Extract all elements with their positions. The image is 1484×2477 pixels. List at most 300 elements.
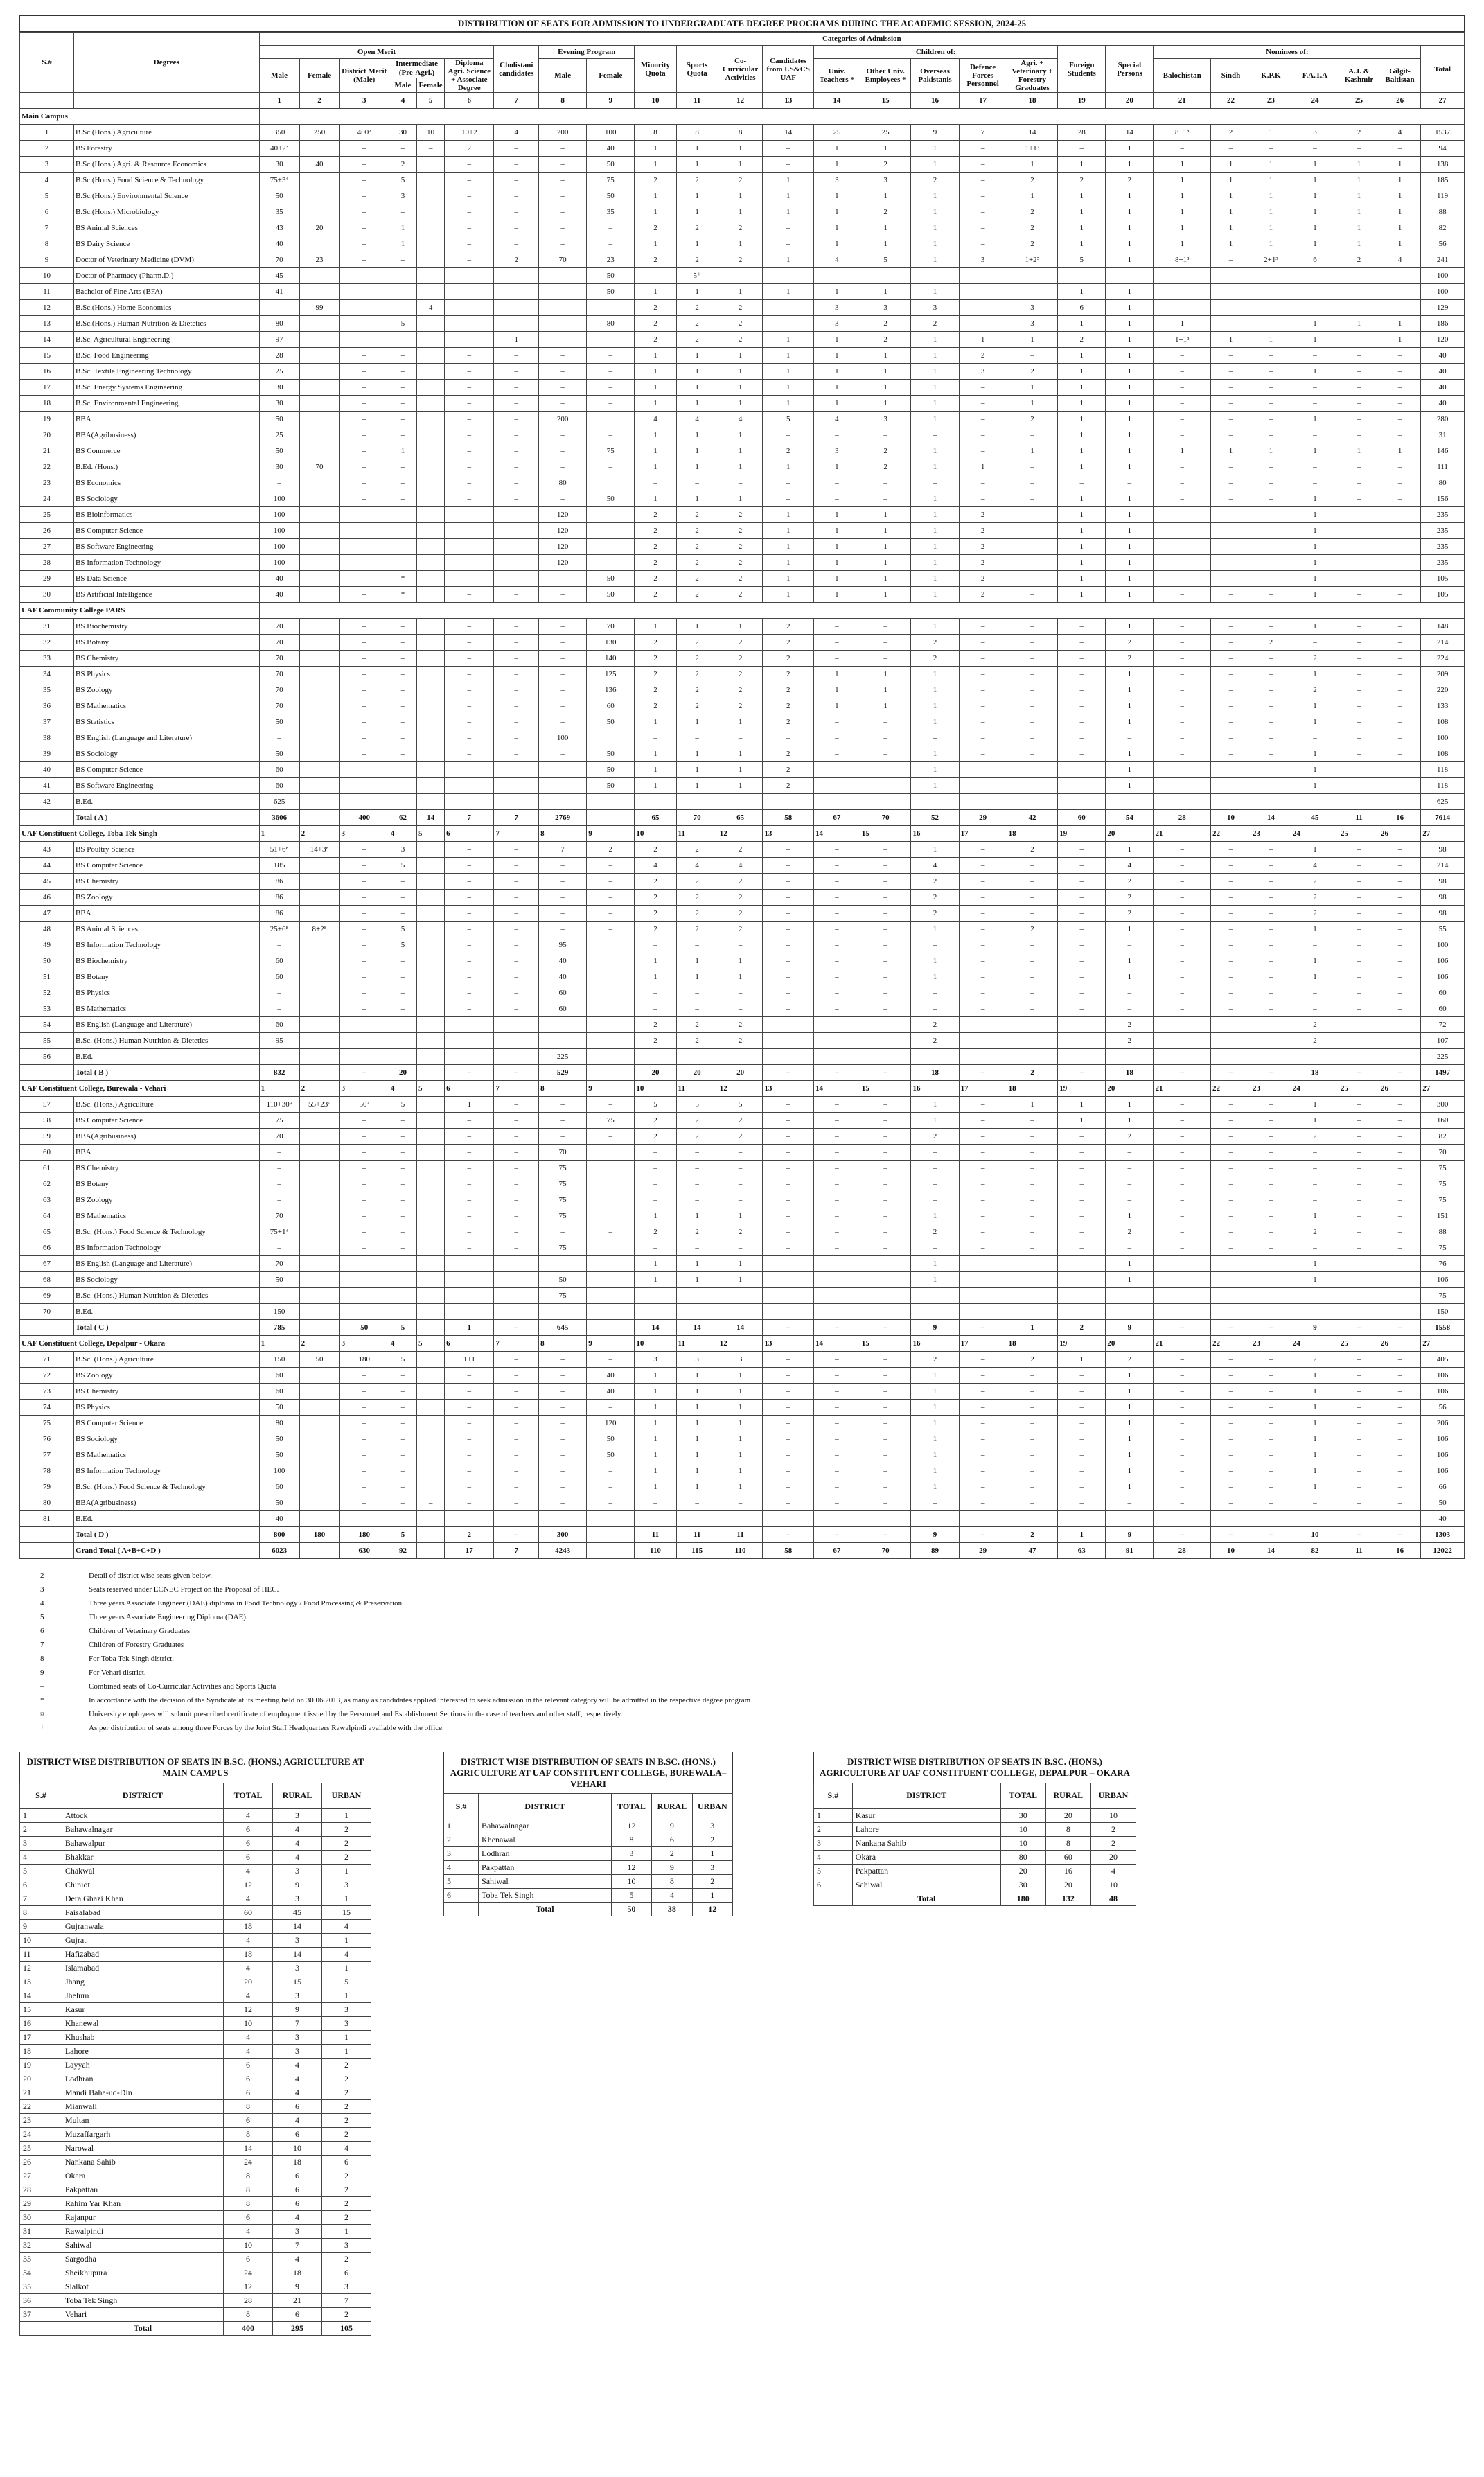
table-cell: – xyxy=(1007,427,1058,443)
table-cell: 2 xyxy=(635,555,676,571)
table-cell: 1+2⁵ xyxy=(1007,252,1058,268)
table-cell: – xyxy=(763,794,814,810)
table-cell: – xyxy=(339,316,389,332)
table-cell: 209 xyxy=(1421,667,1465,682)
table-cell: – xyxy=(763,906,814,922)
table-cell: 15 xyxy=(322,1905,371,1919)
table-cell: – xyxy=(813,1161,860,1176)
table-cell xyxy=(299,906,339,922)
table-cell: 6 xyxy=(273,2169,322,2183)
table-cell: – xyxy=(1379,1272,1420,1288)
table-cell xyxy=(299,364,339,380)
table-cell: 645 xyxy=(539,1320,587,1336)
table-cell: – xyxy=(445,284,494,300)
footnote-key: 9 xyxy=(40,1668,44,1677)
degree-name: BS Economics xyxy=(74,475,260,491)
degree-name: BBA xyxy=(74,1145,260,1161)
table-cell: – xyxy=(1007,1256,1058,1272)
table-cell: 29 xyxy=(20,2196,62,2210)
table-cell: 2 xyxy=(1007,1527,1058,1543)
table-cell: 1 xyxy=(1106,762,1154,778)
col-minority: Minority Quota xyxy=(635,46,676,93)
column-number: 16 xyxy=(911,1336,959,1352)
footnote-text: For Vehari district. xyxy=(89,1668,146,1677)
table-cell: – xyxy=(1251,1256,1291,1272)
table-cell: – xyxy=(1210,1352,1251,1368)
district-row xyxy=(20,1975,371,1989)
table-cell xyxy=(299,412,339,427)
district-name: Vehari xyxy=(62,2307,223,2321)
table-cell: 5 xyxy=(635,1097,676,1113)
table-cell: – xyxy=(1007,1416,1058,1431)
table-cell: – xyxy=(494,1129,539,1145)
table-cell: – xyxy=(959,141,1007,157)
table-cell: 2 xyxy=(911,173,959,188)
table-cell: – xyxy=(718,1511,763,1527)
table-cell: – xyxy=(1007,969,1058,985)
table-cell: 50 xyxy=(259,1272,299,1288)
table-cell: – xyxy=(763,1129,814,1145)
table-cell: 8+1³ xyxy=(1154,252,1211,268)
table-cell: 2 xyxy=(444,1833,479,1847)
table-cell: – xyxy=(1251,459,1291,475)
table-cell: 1 xyxy=(1251,332,1291,348)
district-row xyxy=(20,1919,371,1933)
col-ev-male: Male xyxy=(539,59,587,93)
table-cell: – xyxy=(339,1065,389,1081)
table-cell: – xyxy=(339,1001,389,1017)
table-cell: – xyxy=(494,1001,539,1017)
table-cell xyxy=(299,1384,339,1400)
table-cell xyxy=(417,762,445,778)
table-cell: 2 xyxy=(676,651,718,667)
table-cell: – xyxy=(1210,1192,1251,1208)
table-cell: – xyxy=(389,1049,416,1065)
table-cell: – xyxy=(959,380,1007,396)
table-cell: – xyxy=(813,1320,860,1336)
table-cell: 60 xyxy=(1045,1850,1090,1864)
table-cell: – xyxy=(1007,794,1058,810)
table-cell: – xyxy=(389,204,416,220)
table-cell: 20 xyxy=(1045,1878,1090,1892)
table-cell: 3 xyxy=(611,1847,651,1861)
table-cell: 60 xyxy=(1058,810,1106,826)
table-cell: – xyxy=(339,539,389,555)
table-cell: 2 xyxy=(718,220,763,236)
table-cell: – xyxy=(1058,953,1106,969)
table-row xyxy=(20,937,1465,953)
table-cell: – xyxy=(763,1208,814,1224)
table-cell: – xyxy=(860,1352,911,1368)
table-cell: – xyxy=(339,587,389,603)
table-cell: 3 xyxy=(273,1989,322,2002)
table-cell: – xyxy=(718,1304,763,1320)
table-cell: – xyxy=(1379,396,1420,412)
table-cell: 1 xyxy=(635,1368,676,1384)
table-cell: – xyxy=(1007,698,1058,714)
table-cell: 3 xyxy=(635,1352,676,1368)
district-name: Nankana Sahib xyxy=(62,2155,223,2169)
table-cell: – xyxy=(1379,268,1420,284)
column-number: 17 xyxy=(959,1336,1007,1352)
table-cell: – xyxy=(445,220,494,236)
table-cell: 25 xyxy=(259,427,299,443)
table-cell: – xyxy=(763,157,814,173)
table-cell: 1 xyxy=(813,523,860,539)
table-row xyxy=(20,1017,1465,1033)
table-cell: – xyxy=(813,1431,860,1447)
table-cell: – xyxy=(1210,1208,1251,1224)
column-number: 21 xyxy=(1154,93,1211,109)
table-cell: 1 xyxy=(860,698,911,714)
table-cell: – xyxy=(860,890,911,906)
table-cell: 1 xyxy=(1058,571,1106,587)
table-cell: – xyxy=(389,396,416,412)
table-cell: 1 xyxy=(860,284,911,300)
table-cell xyxy=(587,1192,635,1208)
table-cell: 3 xyxy=(813,173,860,188)
table-cell: 5 xyxy=(322,1975,371,1989)
total-row xyxy=(20,1320,1465,1336)
table-cell: – xyxy=(494,1224,539,1240)
district-column-header: S.# xyxy=(444,1794,479,1819)
table-cell: 72 xyxy=(20,1368,74,1384)
degree-name: BS Botany xyxy=(74,635,260,651)
table-cell: 12 xyxy=(20,1961,62,1975)
table-cell: – xyxy=(1251,1463,1291,1479)
table-cell: – xyxy=(1379,1192,1420,1208)
table-cell: 70 xyxy=(259,1129,299,1145)
table-cell: – xyxy=(860,475,911,491)
table-cell: 2 xyxy=(718,890,763,906)
table-cell: 1 xyxy=(692,1889,732,1903)
table-cell: 1 xyxy=(813,204,860,220)
table-cell: – xyxy=(718,1240,763,1256)
table-cell xyxy=(417,555,445,571)
degree-name: BS Physics xyxy=(74,667,260,682)
table-cell: – xyxy=(1379,1463,1420,1479)
column-number: 5 xyxy=(417,1336,445,1352)
table-cell: 106 xyxy=(1421,1368,1465,1384)
table-cell: 400² xyxy=(339,125,389,141)
table-cell: – xyxy=(1210,507,1251,523)
table-cell: 1 xyxy=(1007,332,1058,348)
table-cell: – xyxy=(959,1161,1007,1176)
table-cell: 1 xyxy=(1106,842,1154,858)
col-ev-female: Female xyxy=(587,59,635,93)
table-cell xyxy=(417,1208,445,1224)
table-cell: 1 xyxy=(1058,364,1106,380)
table-cell: – xyxy=(445,475,494,491)
table-cell: 1 xyxy=(1106,1272,1154,1288)
table-cell: – xyxy=(539,141,587,157)
table-cell: – xyxy=(1154,364,1211,380)
table-cell: – xyxy=(587,1097,635,1113)
table-cell: – xyxy=(339,1033,389,1049)
table-cell: 5 xyxy=(389,937,416,953)
table-cell: 2 xyxy=(635,667,676,682)
footnote-key: 8 xyxy=(40,1655,44,1664)
table-cell: – xyxy=(1154,874,1211,890)
table-cell: – xyxy=(860,1065,911,1081)
table-cell: 31 xyxy=(20,2224,62,2238)
table-cell xyxy=(299,858,339,874)
table-cell: – xyxy=(1251,1065,1291,1081)
table-cell: 350 xyxy=(259,125,299,141)
table-cell xyxy=(74,93,260,109)
table-row xyxy=(20,236,1465,252)
footnote xyxy=(19,1624,1465,1638)
table-cell: 3 xyxy=(389,188,416,204)
column-number: 20 xyxy=(1106,1336,1154,1352)
table-cell xyxy=(417,714,445,730)
table-cell: 1 xyxy=(635,969,676,985)
table-cell: – xyxy=(445,874,494,890)
degree-name: BS Botany xyxy=(74,969,260,985)
table-cell: – xyxy=(445,778,494,794)
table-cell: 214 xyxy=(1421,858,1465,874)
table-cell: 37 xyxy=(20,714,74,730)
table-cell: 2 xyxy=(676,682,718,698)
table-cell: 18 xyxy=(224,1919,273,1933)
table-cell xyxy=(299,475,339,491)
table-cell: 29 xyxy=(959,1543,1007,1559)
district-row xyxy=(20,2196,371,2210)
table-cell: – xyxy=(445,953,494,969)
district-name: Lodhran xyxy=(62,2072,223,2086)
degree-name: Doctor of Veterinary Medicine (DVM) xyxy=(74,252,260,268)
table-cell: 1 xyxy=(1106,332,1154,348)
total-row xyxy=(20,1065,1465,1081)
table-cell: 3 xyxy=(718,1352,763,1368)
table-cell: – xyxy=(763,1192,814,1208)
table-cell: 2 xyxy=(959,587,1007,603)
table-cell: 2 xyxy=(718,300,763,316)
table-cell: 2 xyxy=(20,1822,62,1836)
table-cell: – xyxy=(1210,778,1251,794)
table-cell: 1 xyxy=(911,969,959,985)
table-cell: – xyxy=(1106,1001,1154,1017)
table-cell: – xyxy=(1154,1129,1211,1145)
table-cell: – xyxy=(718,937,763,953)
table-cell: 2 xyxy=(1007,173,1058,188)
table-cell: 12 xyxy=(692,1903,732,1916)
district-name: Pakpattan xyxy=(62,2183,223,2196)
table-cell: 2 xyxy=(1106,890,1154,906)
table-cell: 220 xyxy=(1421,682,1465,698)
table-cell: 1 xyxy=(1291,1368,1339,1384)
district-table-burewala xyxy=(443,1752,733,1916)
column-number: 4 xyxy=(389,93,416,109)
table-cell: – xyxy=(587,1256,635,1272)
table-cell: 1 xyxy=(911,587,959,603)
table-cell: – xyxy=(539,284,587,300)
table-cell: 41 xyxy=(259,284,299,300)
degree-name: B.Sc. (Hons.) Human Nutrition & Dietetics xyxy=(74,1033,260,1049)
table-cell: 1 xyxy=(718,188,763,204)
table-cell: 1 xyxy=(1106,252,1154,268)
table-cell xyxy=(299,1224,339,1240)
column-number: 5 xyxy=(417,826,445,842)
table-cell xyxy=(299,1033,339,1049)
table-cell: – xyxy=(389,1431,416,1447)
table-cell: 1 xyxy=(676,1463,718,1479)
table-cell: 8 xyxy=(20,236,74,252)
table-cell: 2 xyxy=(692,1875,732,1889)
section-title: Main Campus xyxy=(20,109,260,125)
table-cell: – xyxy=(1210,858,1251,874)
table-cell: – xyxy=(539,1129,587,1145)
table-cell: 24 xyxy=(20,491,74,507)
table-cell: 1 xyxy=(635,1416,676,1431)
table-cell: 1 xyxy=(1058,412,1106,427)
table-cell: 1 xyxy=(1106,300,1154,316)
table-cell: 12 xyxy=(224,2280,273,2293)
table-cell: 9 xyxy=(1106,1320,1154,1336)
table-cell: 1 xyxy=(635,1208,676,1224)
table-cell xyxy=(417,922,445,937)
table-cell: 10 xyxy=(417,125,445,141)
table-row xyxy=(20,587,1465,603)
table-cell: – xyxy=(339,141,389,157)
table-cell: – xyxy=(1291,730,1339,746)
table-cell: – xyxy=(1154,1065,1211,1081)
degree-name: BS Forestry xyxy=(74,141,260,157)
table-cell: 1 xyxy=(1106,412,1154,427)
degree-name: BS Physics xyxy=(74,985,260,1001)
table-cell xyxy=(299,348,339,364)
table-cell: 38 xyxy=(20,730,74,746)
table-cell: 1 xyxy=(1291,762,1339,778)
table-cell xyxy=(417,1224,445,1240)
table-cell: 5 xyxy=(611,1889,651,1903)
table-cell: – xyxy=(445,1431,494,1447)
table-cell: 180 xyxy=(339,1352,389,1368)
table-cell: – xyxy=(1339,858,1379,874)
table-cell: – xyxy=(1339,1208,1379,1224)
table-cell: – xyxy=(813,1479,860,1495)
table-cell: – xyxy=(1291,300,1339,316)
table-cell: – xyxy=(1106,1192,1154,1208)
table-cell: 4 xyxy=(224,1864,273,1878)
table-cell: 1 xyxy=(718,459,763,475)
district-name: Lahore xyxy=(852,1822,1000,1836)
table-cell: – xyxy=(1058,1368,1106,1384)
table-cell: – xyxy=(339,523,389,539)
table-cell: – xyxy=(763,300,814,316)
column-number: 12 xyxy=(718,93,763,109)
table-cell: 1 xyxy=(911,619,959,635)
table-cell: 2 xyxy=(322,2086,371,2099)
table-cell: – xyxy=(259,1145,299,1161)
table-row xyxy=(20,1288,1465,1304)
table-cell: 2 xyxy=(763,651,814,667)
table-cell: 21 xyxy=(273,2293,322,2307)
table-cell: 11 xyxy=(1339,810,1379,826)
table-cell: – xyxy=(339,1145,389,1161)
table-cell: – xyxy=(1007,651,1058,667)
table-cell: 30 xyxy=(259,396,299,412)
table-cell: – xyxy=(1251,475,1291,491)
table-cell: 235 xyxy=(1421,507,1465,523)
table-cell: – xyxy=(445,619,494,635)
district-row xyxy=(20,2058,371,2072)
table-cell: – xyxy=(539,204,587,220)
table-cell: 800 xyxy=(259,1527,299,1543)
table-cell: – xyxy=(1058,937,1106,953)
table-cell: 4 xyxy=(1379,252,1420,268)
table-cell: – xyxy=(1210,667,1251,682)
table-cell: 55 xyxy=(1421,922,1465,937)
table-cell: 5 xyxy=(389,922,416,937)
table-cell: – xyxy=(1154,1224,1211,1240)
degree-name: BS Sociology xyxy=(74,1272,260,1288)
table-cell: – xyxy=(1007,682,1058,698)
table-cell: 92 xyxy=(389,1543,416,1559)
table-cell: – xyxy=(445,1161,494,1176)
table-cell: – xyxy=(1339,1161,1379,1176)
table-cell: 1 xyxy=(1291,969,1339,985)
table-cell: 6 xyxy=(444,1889,479,1903)
table-cell: 1 xyxy=(814,1808,853,1822)
footnote xyxy=(19,1638,1465,1652)
table-cell: – xyxy=(445,969,494,985)
column-number: 17 xyxy=(959,93,1007,109)
table-cell: 1 xyxy=(676,1447,718,1463)
table-cell: – xyxy=(389,555,416,571)
table-cell: – xyxy=(1154,698,1211,714)
table-cell: 24 xyxy=(224,2266,273,2280)
table-cell xyxy=(587,523,635,539)
table-cell: – xyxy=(1058,1256,1106,1272)
table-cell xyxy=(299,1431,339,1447)
table-cell: 1 xyxy=(1291,491,1339,507)
table-cell: – xyxy=(1007,730,1058,746)
table-cell: – xyxy=(1007,985,1058,1001)
table-cell: – xyxy=(389,1447,416,1463)
table-cell: 9 xyxy=(273,2280,322,2293)
table-cell: – xyxy=(1379,1288,1420,1304)
table-cell: 136 xyxy=(587,682,635,698)
table-cell: – xyxy=(1339,539,1379,555)
table-cell: 16 xyxy=(1045,1864,1090,1878)
table-cell: 1 xyxy=(1106,619,1154,635)
table-cell: – xyxy=(1106,1511,1154,1527)
table-cell: 56 xyxy=(20,1049,74,1065)
table-cell xyxy=(417,523,445,539)
table-cell: 25 xyxy=(813,125,860,141)
table-cell: – xyxy=(389,698,416,714)
table-cell: 1 xyxy=(860,571,911,587)
table-cell: – xyxy=(1058,1272,1106,1288)
table-cell: 25 xyxy=(259,364,299,380)
table-cell: 56 xyxy=(1421,236,1465,252)
table-cell: 180 xyxy=(339,1527,389,1543)
table-cell: 40 xyxy=(259,236,299,252)
table-cell: 2 xyxy=(763,762,814,778)
table-cell: – xyxy=(959,667,1007,682)
table-cell: – xyxy=(635,1511,676,1527)
table-cell: – xyxy=(959,427,1007,443)
table-cell: – xyxy=(1251,953,1291,969)
table-cell: – xyxy=(1210,284,1251,300)
table-cell: 3 xyxy=(273,2224,322,2238)
degree-name: BS Animal Sciences xyxy=(74,922,260,937)
table-cell: 28 xyxy=(1154,810,1211,826)
table-cell: – xyxy=(1007,475,1058,491)
table-cell xyxy=(299,1145,339,1161)
table-cell: 106 xyxy=(1421,953,1465,969)
